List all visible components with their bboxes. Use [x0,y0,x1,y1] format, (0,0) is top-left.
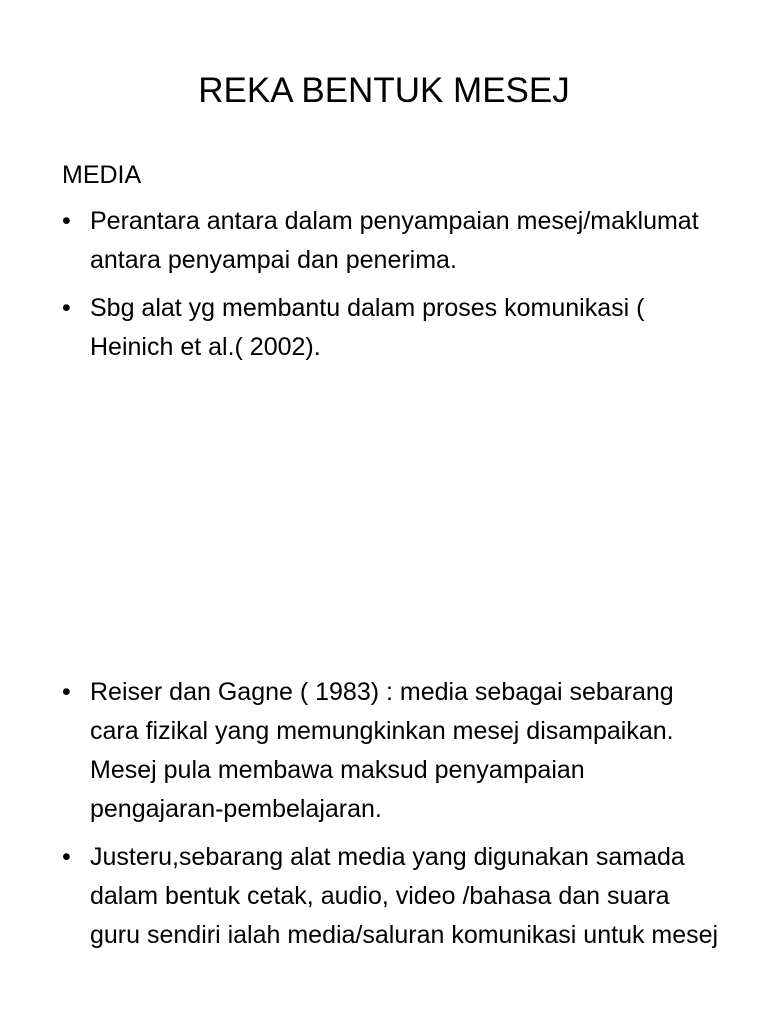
slide-title: REKA BENTUK MESEJ [198,71,570,110]
bullet-item [62,838,722,955]
bullet-text: Justeru,sebarang alat media yang digunakan samada dalam bentuk cetak, audio, video /bahasa dan suara guru sendiri ialah media/saluran komunikasi untuk mesej [90,843,719,949]
bullet-text: Perantara antara dalam penyampaian mesej/maklumat antara penyampai dan penerima. [90,207,699,274]
bullet-item [62,202,722,280]
bullet-dot-icon: • [62,678,71,706]
bullet-dot-icon: • [62,207,71,235]
bullet-list-top [62,202,722,376]
bullet-item [62,673,722,829]
bullet-dot-icon: • [62,294,71,322]
bullet-dot-icon: • [62,843,71,871]
section-label: MEDIA [62,161,142,189]
bullet-list-bottom [62,673,722,964]
bullet-text: Reiser dan Gagne ( 1983) : media sebagai sebarang cara fizikal yang memungkinkan mesej disampaikan. Mesej pula membawa maksud penyampaian pengajaran-pembelajaran. [90,678,674,823]
bullet-item [62,289,722,367]
bullet-text: Sbg alat yg membantu dalam proses komunikasi ( Heinich et al.( 2002). [90,294,645,361]
